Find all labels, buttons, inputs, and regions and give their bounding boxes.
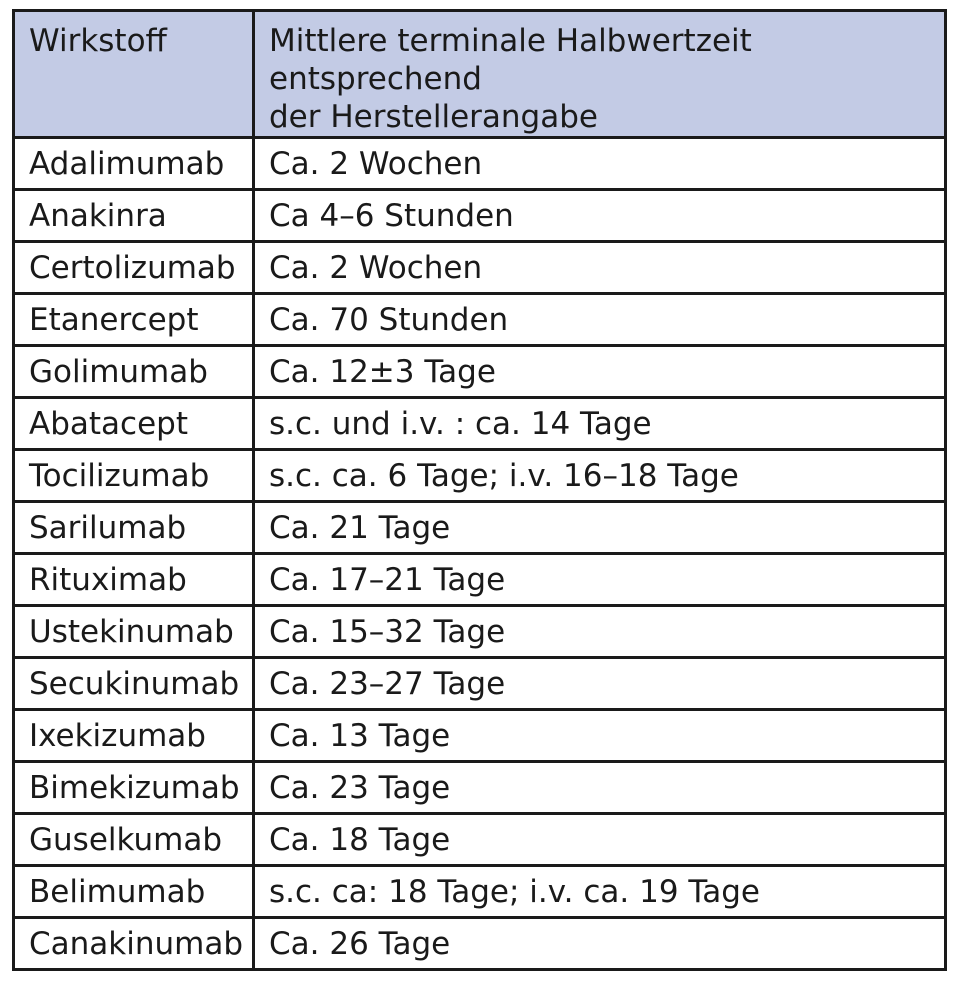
table-row xyxy=(14,294,946,346)
drug-name-cell: Ustekinumab xyxy=(14,606,254,658)
drug-name-cell: Guselkumab xyxy=(14,814,254,866)
drug-name-cell: Sarilumab xyxy=(14,502,254,554)
drug-name-cell: Abatacept xyxy=(14,398,254,450)
halflife-cell: Ca. 70 Stunden xyxy=(254,294,946,346)
table-row xyxy=(14,242,946,294)
halflife-cell: s.c. ca: 18 Tage; i.v. ca. 19 Tage xyxy=(254,866,946,918)
drug-name-cell: Certolizumab xyxy=(14,242,254,294)
halflife-cell: Ca. 2 Wochen xyxy=(254,242,946,294)
table-row xyxy=(14,918,946,970)
table-row xyxy=(14,450,946,502)
table-header-row xyxy=(14,11,946,138)
drug-name-cell: Canakinumab xyxy=(14,918,254,970)
table-row xyxy=(14,658,946,710)
table-row xyxy=(14,762,946,814)
table-row xyxy=(14,710,946,762)
table-row xyxy=(14,866,946,918)
drug-name-cell: Tocilizumab xyxy=(14,450,254,502)
halflife-cell: Ca. 23–27 Tage xyxy=(254,658,946,710)
halflife-cell: s.c. ca. 6 Tage; i.v. 16–18 Tage xyxy=(254,450,946,502)
table-row xyxy=(14,814,946,866)
halflife-cell: s.c. und i.v. : ca. 14 Tage xyxy=(254,398,946,450)
header-halbwertzeit xyxy=(254,11,946,138)
halflife-table xyxy=(12,9,947,971)
header-wirkstoff: Wirkstoff xyxy=(14,11,254,138)
drug-name-cell: Secukinumab xyxy=(14,658,254,710)
halflife-cell: Ca. 17–21 Tage xyxy=(254,554,946,606)
halflife-cell: Ca. 13 Tage xyxy=(254,710,946,762)
table-row xyxy=(14,554,946,606)
table-row xyxy=(14,138,946,190)
table-row xyxy=(14,190,946,242)
halflife-cell: Ca. 15–32 Tage xyxy=(254,606,946,658)
table-row xyxy=(14,502,946,554)
table-row xyxy=(14,346,946,398)
drug-name-cell: Etanercept xyxy=(14,294,254,346)
halflife-cell: Ca. 21 Tage xyxy=(254,502,946,554)
halflife-cell: Ca. 12±3 Tage xyxy=(254,346,946,398)
drug-name-cell: Anakinra xyxy=(14,190,254,242)
table-row xyxy=(14,398,946,450)
halflife-cell: Ca. 23 Tage xyxy=(254,762,946,814)
drug-name-cell: Bimekizumab xyxy=(14,762,254,814)
halflife-cell: Ca. 2 Wochen xyxy=(254,138,946,190)
header-halbwertzeit-line2: der Herstellerangabe xyxy=(269,99,598,135)
drug-name-cell: Ixekizumab xyxy=(14,710,254,762)
halflife-cell: Ca. 18 Tage xyxy=(254,814,946,866)
drug-name-cell: Belimumab xyxy=(14,866,254,918)
drug-name-cell: Rituximab xyxy=(14,554,254,606)
drug-name-cell: Golimumab xyxy=(14,346,254,398)
halflife-cell: Ca. 26 Tage xyxy=(254,918,946,970)
halflife-cell: Ca 4–6 Stunden xyxy=(254,190,946,242)
table-row xyxy=(14,606,946,658)
drug-name-cell: Adalimumab xyxy=(14,138,254,190)
header-halbwertzeit-line1: Mittlere terminale Halbwertzeit entsprechend xyxy=(269,23,752,97)
